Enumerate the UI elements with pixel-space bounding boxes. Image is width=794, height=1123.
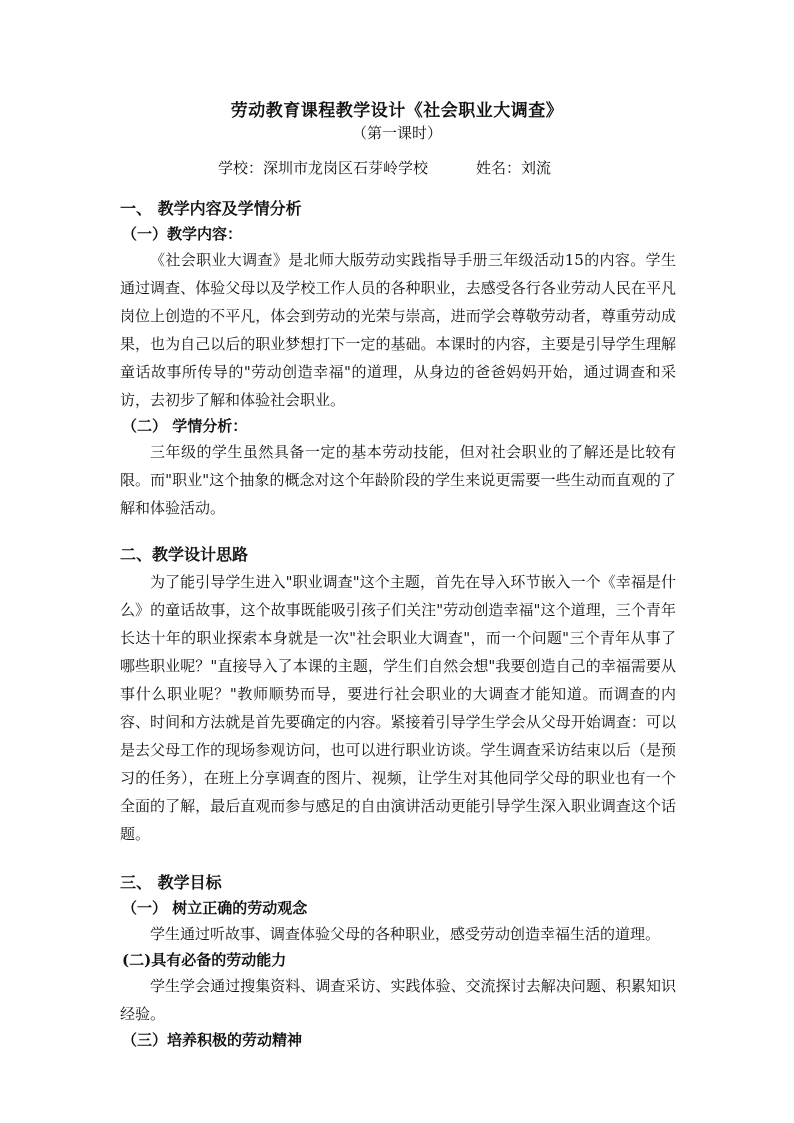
section1-sub2-heading: （二） 学情分析： [122,417,248,435]
author-name: 姓名：刘流 [476,159,552,177]
spacer [120,522,676,542]
document-body [120,196,676,1052]
section2-heading: 二、教学设计思路 [120,545,249,564]
section3-sub2-text: 学生学会通过搜集资料、调查采访、实践体验、交流探讨去解决问题、积累知识经验。 [120,977,676,1023]
school-name: 学校：深圳市龙岗区石芽岭学校 [218,159,429,177]
section3-sub1-heading: （一） 树立正确的劳动观念 [122,899,308,917]
section1-sub1-text: 《社会职业大调查》是北师大版劳动实践指导手册三年级活动15的内容。学生通过调查、体验父母以及学校工作人员的各种职业，去感受各行各业劳动人民在平凡岗位上创造的不平凡，体会到劳动的光荣与崇高，进而学会尊敬劳动者，尊重劳动成果，也为自己以后的职业梦想打下一定的基础。本课时的内容，主要是引导学生理解童话故事所传导的"劳动创造幸福"的道理，从身边的爸爸妈妈开始，通过调查和采访，去初步了解和体验社会职业。 [120,251,676,409]
section3-sub1-text: 学生通过听故事、调查体验父母的各种职业，感受劳动创造幸福生活的道理。 [150,925,661,943]
document-title: 劳动教育课程教学设计《社会职业大调查》 [230,101,564,121]
section1-sub1-heading: （一）教学内容： [122,225,243,243]
section2-text: 为了能引导学生进入"职业调查"这个主题，首先在导入环节嵌入一个《幸福是什么》的童话故事，这个故事既能吸引孩子们关注"劳动创造幸福"这个道理，三个青年长达十年的职业探索本身就是一次"社会职业大调查"，而一个问题"三个青年从事了哪些职业呢？"直接导入了本课的主题，学生们自然会想"我要创造自己的幸福需要从事什么职业呢？"教师顺势而导，要进行社会职业的大调查才能知道。而调查的内容、时间和方法就是首先要确定的内容。紧接着引导学生学会从父母开始调查：可以是去父母工作的现场参观访问，也可以进行职业访谈。学生调查采访结束以后（是预习的任务），在班上分享调查的图片、视频，让学生对其他同学父母的职业也有一个全面的了解，最后直观而参与感足的自由演讲活动更能引导学生深入职业调查这个话题。 [120,573,676,843]
section3-sub3-heading: （三）培养积极的劳动精神 [122,1031,303,1049]
section1-sub2-text: 三年级的学生虽然具备一定的基本劳动技能，但对社会职业的了解还是比较有限。而"职业"这个抽象的概念对这个年龄阶段的学生来说更需要一些生动而直观的了解和体验活动。 [120,443,676,517]
author-line [218,157,551,178]
section3-sub2-heading: (二)具有必备的劳动能力 [122,951,287,969]
section3-heading: 三、 教学目标 [120,873,222,892]
document-subtitle: （第一课时） [351,124,442,142]
spacer [120,848,676,870]
section1-heading: 一、 教学内容及学情分析 [120,199,302,218]
